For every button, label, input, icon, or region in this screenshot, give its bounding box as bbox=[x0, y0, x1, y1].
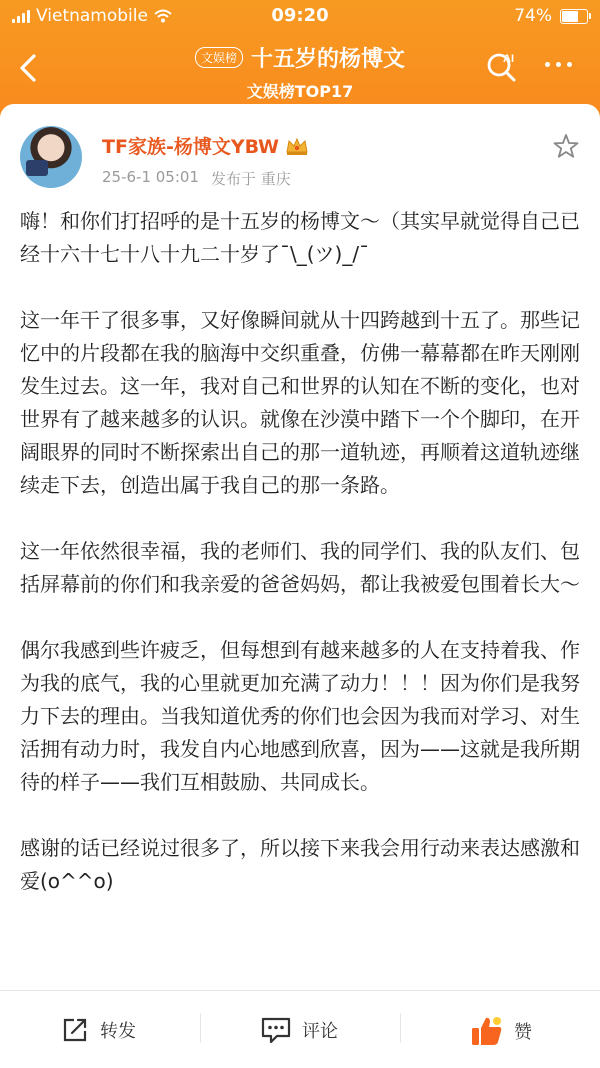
comment-icon bbox=[260, 1015, 292, 1045]
like-button[interactable] bbox=[470, 1015, 532, 1047]
post-card bbox=[0, 104, 600, 1000]
post-meta bbox=[102, 168, 291, 189]
ranking-subtitle[interactable]: 文娱榜TOP17 bbox=[246, 82, 354, 101]
post-location: 发布于 重庆 bbox=[211, 170, 291, 188]
comment-label: 评论 bbox=[302, 1021, 338, 1042]
thumbs-up-icon bbox=[470, 1015, 504, 1047]
status-bar bbox=[0, 0, 600, 32]
page-title: 十五岁的杨博文 bbox=[251, 47, 406, 72]
crown-badge-icon bbox=[285, 136, 309, 156]
footer-divider bbox=[400, 1013, 401, 1043]
ranking-badge: 文娱榜 bbox=[195, 47, 243, 68]
status-right bbox=[514, 6, 588, 26]
top-header bbox=[0, 0, 600, 118]
post-paragraph: 嗨！和你们打招呼的是十五岁的杨博文～（其实早就觉得自己已经十六十七十八十九二十岁了¯\_(ツ)_/¯ bbox=[20, 209, 580, 266]
footer-divider bbox=[200, 1013, 201, 1043]
svg-text:AI: AI bbox=[503, 53, 514, 65]
favorite-star-icon[interactable] bbox=[552, 132, 580, 160]
repost-label: 转发 bbox=[100, 1021, 136, 1042]
post-paragraph: 这一年依然很幸福，我的老师们、我的同学们、我的队友们、包括屏幕前的你们和我亲爱的爸爸妈妈，都让我被爱包围着长大～ bbox=[20, 539, 580, 596]
camera-icon bbox=[26, 160, 48, 176]
action-bar bbox=[0, 990, 600, 1068]
battery-icon bbox=[560, 9, 588, 24]
battery-percent: 74% bbox=[514, 6, 552, 26]
like-label: 赞 bbox=[514, 1022, 532, 1043]
post-paragraph: 偶尔我感到些许疲乏，但每想到有越来越多的人在支持着我、作为我的底气，我的心里就更加充满了动力！！！因为你们是我努力下去的理由。当我知道优秀的你们也会因为我而对学习、对生活拥有动力时，我发自内心地感到欣喜，因为——这就是我所期待的样子——我们互相鼓励、共同成长。 bbox=[20, 638, 580, 794]
post-paragraph: 这一年干了很多事，又好像瞬间就从十四跨越到十五了。那些记忆中的片段都在我的脑海中交织重叠，仿佛一幕幕都在昨天刚刚发生过去。这一年，我对自己和世界的认知在不断的变化，也对世界有了越来越多的认识。就像在沙漠中踏下一个个脚印，在开阔眼界的同时不断探索出自己的那一道轨迹，再顺着这道轨迹继续走下去，创造出属于我自己的那一条路。 bbox=[20, 308, 580, 497]
more-options-icon[interactable] bbox=[545, 62, 572, 67]
author-avatar[interactable] bbox=[20, 126, 82, 188]
carrier-name: Vietnamobile bbox=[36, 6, 148, 26]
ai-search-icon[interactable] bbox=[484, 48, 520, 84]
repost-button[interactable] bbox=[60, 1015, 136, 1045]
comment-button[interactable] bbox=[260, 1015, 338, 1045]
post-date: 25-6-1 05:01 bbox=[102, 168, 199, 186]
post-paragraph: 感谢的话已经说过很多了，所以接下来我会用行动来表达感激和爱(o^^o) bbox=[20, 836, 580, 893]
author-name[interactable]: TF家族-杨博文YBW bbox=[102, 136, 279, 158]
author-name-row[interactable] bbox=[102, 132, 309, 159]
post-body bbox=[20, 205, 580, 931]
repost-icon bbox=[60, 1015, 90, 1045]
status-time: 09:20 bbox=[271, 5, 329, 26]
